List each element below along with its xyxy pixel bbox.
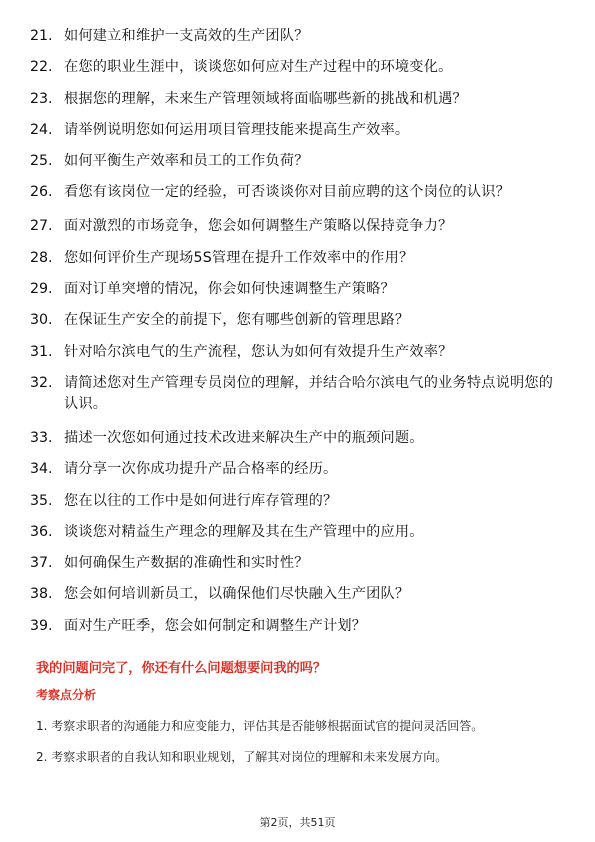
question-number: 24.: [30, 121, 53, 138]
question-text: 请简述您对生产管理专员岗位的理解，并结合哈尔滨电气的业务特点说明您的认识。: [64, 374, 554, 412]
question-number: 39.: [30, 617, 53, 634]
question-number: 32.: [30, 374, 53, 391]
question-item: [30, 151, 560, 172]
question-text: 看您有该岗位一定的经验，可否谈谈你对目前应聘的这个岗位的认识？: [64, 184, 511, 201]
question-number: 35.: [30, 492, 53, 509]
question-text: 您会如何培训新员工，以确保他们尽快融入生产团队？: [64, 586, 410, 603]
question-number: 21.: [30, 28, 53, 44]
question-text: 面对生产旺季，您会如何制定和调整生产计划？: [64, 617, 367, 634]
question-text: 面对订单突增的情况，你会如何快速调整生产策略？: [64, 281, 395, 298]
question-number: 33.: [30, 429, 53, 446]
question-text: 您如何评价生产现场5S管理在提升工作效率中的作用？: [64, 249, 414, 266]
analysis-list: [36, 712, 556, 774]
analysis-title: 考察点分析: [36, 688, 97, 702]
question-number: 25.: [30, 153, 53, 170]
question-text: 在保证生产安全的前提下，您有哪些创新的管理思路？: [64, 312, 410, 329]
question-number: 36.: [30, 523, 53, 540]
question-item: [30, 491, 560, 512]
question-number: 37.: [30, 555, 53, 572]
closing-question: 我的问题问完了，你还有什么问题想要问我的吗？: [36, 661, 327, 676]
question-item: [30, 310, 560, 331]
question-text: 描述一次您如何通过技术改进来解决生产中的瓶颈问题。: [64, 429, 424, 446]
question-text: 请举例说明您如何运用项目管理技能来提高生产效率。: [64, 121, 410, 138]
analysis-item: 2. 考察求职者的自我认知和职业规划，了解其对岗位的理解和未来发展方向。: [36, 750, 448, 764]
question-number: 23.: [30, 90, 53, 107]
question-text: 如何建立和维护一支高效的生产团队？: [64, 28, 309, 44]
question-item: [30, 279, 560, 300]
question-item: [30, 57, 560, 78]
question-text: 根据您的理解，未来生产管理领域将面临哪些新的挑战和机遇？: [64, 90, 467, 107]
question-number: 38.: [30, 586, 53, 603]
question-item: [30, 248, 560, 269]
question-number: 28.: [30, 249, 53, 266]
question-item: [30, 182, 560, 203]
question-number: 27.: [30, 218, 53, 235]
question-item: [30, 373, 560, 415]
question-text: 如何确保生产数据的准确性和实时性？: [64, 555, 309, 572]
question-text: 面对激烈的市场竞争，您会如何调整生产策略以保持竞争力？: [64, 218, 453, 235]
question-item: [30, 26, 560, 47]
question-item: [30, 522, 560, 543]
question-item: [30, 89, 560, 110]
page-footer: 第2页，共51页: [259, 816, 336, 829]
question-item: [30, 616, 560, 637]
question-list: [30, 26, 560, 647]
question-number: 34.: [30, 461, 53, 478]
question-item: [30, 120, 560, 141]
question-text: 针对哈尔滨电气的生产流程，您认为如何有效提升生产效率？: [64, 343, 453, 360]
question-number: 26.: [30, 184, 53, 201]
question-text: 在您的职业生涯中，谈谈您如何应对生产过程中的环境变化。: [64, 59, 453, 76]
question-item: [30, 216, 560, 237]
question-item: [30, 553, 560, 574]
question-text: 如何平衡生产效率和员工的工作负荷？: [64, 153, 309, 170]
question-text: 请分享一次你成功提升产品合格率的经历。: [64, 461, 338, 478]
question-text: 您在以往的工作中是如何进行库存管理的？: [64, 492, 338, 509]
question-number: 22.: [30, 59, 53, 76]
question-number: 31.: [30, 343, 53, 360]
question-item: [30, 584, 560, 605]
question-item: [30, 459, 560, 480]
question-number: 29.: [30, 281, 53, 298]
analysis-item: 1. 考察求职者的沟通能力和应变能力，评估其是否能够根据面试官的提问灵活回答。: [36, 719, 484, 733]
question-item: [30, 342, 560, 363]
question-item: [30, 428, 560, 449]
question-number: 30.: [30, 312, 53, 329]
question-text: 谈谈您对精益生产理念的理解及其在生产管理中的应用。: [64, 523, 424, 540]
